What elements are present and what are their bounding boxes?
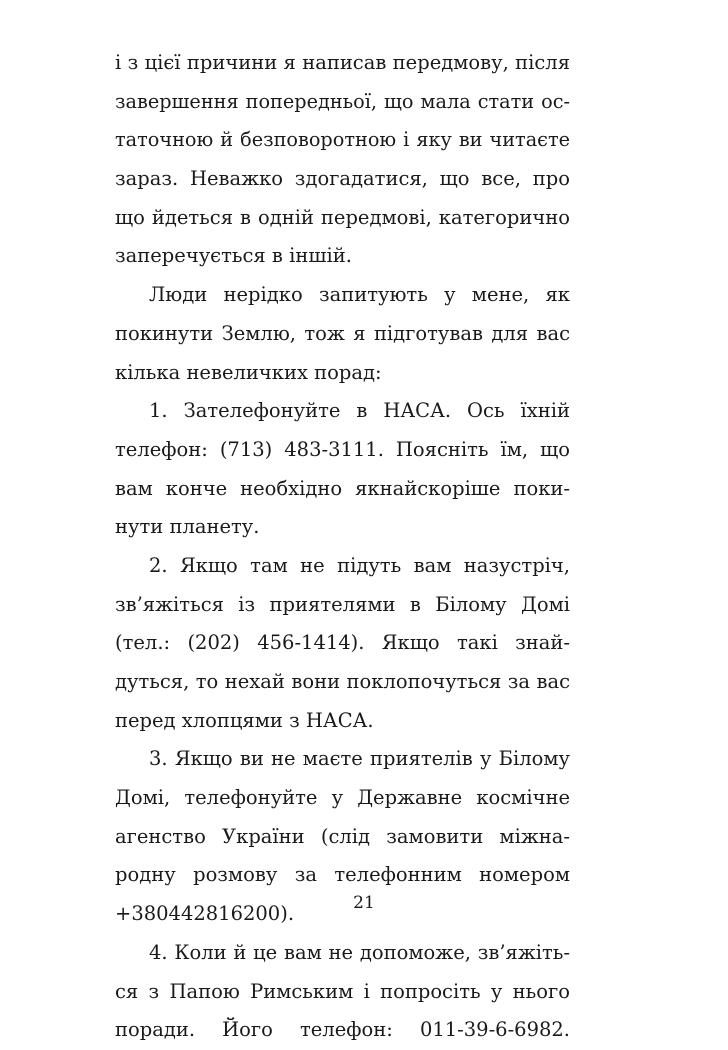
text-line: Домі, телефонуйте у Державне космічне — [115, 786, 570, 810]
text-line: покинути Землю, тож я підготував для вас — [115, 321, 570, 345]
text-line: зв’яжіться із приятелями в Білому Домі — [115, 592, 570, 616]
text-line: нути планету. — [115, 515, 260, 539]
text-line: дуться, то нехай вони поклопочуться за вас — [115, 670, 570, 693]
text-line: ся з Папою Римським і попросіть у нього — [115, 979, 570, 1003]
text-line: перед хлопцями з НАСА. — [115, 708, 374, 732]
page-number: 21 — [353, 893, 375, 913]
text-line: телефон: (713) 483-3111. Поясніть їм, що — [115, 437, 570, 461]
text-line: заперечується в іншій. — [115, 244, 352, 268]
text-line: 4. Коли й це вам не допоможе, зв’яжіть- — [149, 940, 570, 964]
text-line: родну розмову за телефонним номером — [115, 863, 570, 887]
text-line: таточною й безповоротною і яку ви читаєте — [115, 128, 570, 152]
text-line: поради. Його телефон: 011-39-6-6982. — [115, 1018, 570, 1042]
text-line: кілька невеличких порад: — [115, 360, 382, 384]
text-line: і з цієї причини я написав передмову, після — [115, 51, 570, 74]
text-line: що йдеться в одній передмові, категорично — [115, 205, 570, 229]
text-line: +380442816200). — [115, 902, 295, 926]
text-line: завершення попередньої, що мала стати ос- — [115, 89, 570, 113]
text-line: 3. Якщо ви не маєте приятелів у Білому — [149, 747, 570, 771]
text-line: Люди нерідко запитують у мене, як — [149, 283, 570, 307]
text-line: (тел.: (202) 456-1414). Якщо такі знай- — [115, 631, 570, 655]
text-line: 1. Зателефонуйте в НАСА. Ось їхній — [149, 399, 570, 423]
text-line: зараз. Неважко здогадатися, що все, про — [115, 167, 570, 191]
text-line: 2. Якщо там не підуть вам назустріч, — [149, 553, 570, 577]
text-line: вам конче необхідно якнайскоріше поки- — [115, 476, 570, 500]
text-line: агенство України (слід замовити міжна- — [115, 824, 570, 848]
